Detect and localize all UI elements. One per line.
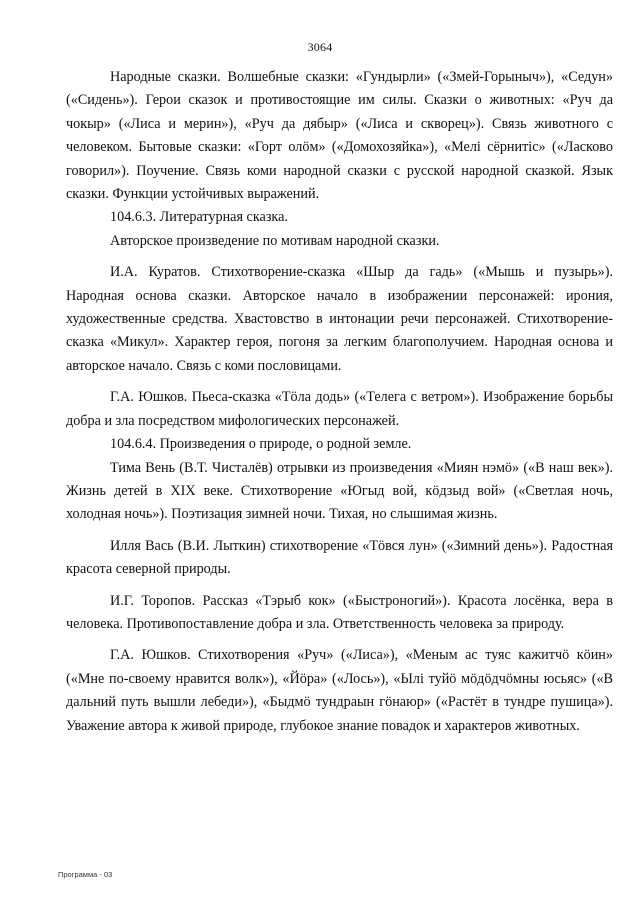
paragraph-kuratov: И.А. Куратов. Стихотворение-сказка «Шыр да гадь» («Мышь и пузырь»). Народная основа сказки. Авторское начало в изображении персонажей: ирония, художественные средства. Хвастовство в интонации речи персонажей. Стихотворение-сказка «Микул». Характер героя, погоня за легким благополучием. Народная основа и авторское начало. Связь с коми пословицами. — [66, 264, 613, 374]
page-number: 3064 — [307, 40, 333, 54]
footer-note: Программа - 03 — [58, 870, 113, 879]
paragraph-yushkov-poems: Г.А. Юшков. Стихотворения «Руч» («Лиса»), «Меным ас туяс кажитчӧ кӧин» («Мне по-своему нравится волк»), «Йӧра» («Лось»), «Ылi туйӧ мӧдӧдчӧмны юсьяс» («В дальний путь вышли лебеди»), «Быдмӧ тундраын гӧнаюр» («Растёт в тундре пушица»). Уважение автора к живой природе, глубокое знание повадок и характеров животных. — [66, 647, 613, 734]
paragraph-tima-ven: Тима Вень (В.Т. Чисталёв) отрывки из произведения «Миян нэмӧ» («В наш век»). Жизнь детей в XIX веке. Стихотворение «Югыд вой, кӧдзыд вой» («Светлая ночь, холодная ночь»). Поэтизация зимней ночи. Тихая, но слышимая жизнь. — [66, 459, 613, 523]
paragraph-illya-vas: Илля Вась (В.И. Лыткин) стихотворение «Тӧвся лун» («Зимний день»). Радостная красота северной природы. — [66, 537, 613, 578]
paragraph-yushkov-play: Г.А. Юшков. Пьеса-сказка «Тӧла додь» («Телега с ветром»). Изображение борьбы добра и зла посредством мифологических персонажей. — [66, 389, 613, 429]
paragraph-authored-work: Авторское произведение по мотивам народной сказки. — [110, 232, 440, 249]
paragraph-folk-tales: Народные сказки. Волшебные сказки: «Гундырли» («Змей-Горыныч»), «Седун» («Сидень»). Герои сказок и противостоящие им силы. Сказки о животных: «Руч да чокыр» («Лиса и мерин»), «Руч да дябыр» («Лиса и скворец»). Связь животного с человеком. Бытовые сказки: «Горт олӧм» («Домохозяйка»), «Мелi сёрнитiс» («Ласково говорил»). Поучение. Связь коми народной сказки с русской народной сказкой. Язык сказки. Функции устойчивых выражений. — [66, 69, 613, 203]
document-body — [66, 66, 613, 738]
section-heading-nature: 104.6.4. Произведения о природе, о родной земле. — [110, 436, 412, 453]
section-heading-literary-tale: 104.6.3. Литературная сказка. — [110, 209, 288, 226]
paragraph-toropov: И.Г. Торопов. Рассказ «Тэрыб кок» («Быстроногий»). Красота лосёнка, вера в человека. Противопоставление добра и зла. Ответственность человека за природу. — [66, 592, 613, 632]
